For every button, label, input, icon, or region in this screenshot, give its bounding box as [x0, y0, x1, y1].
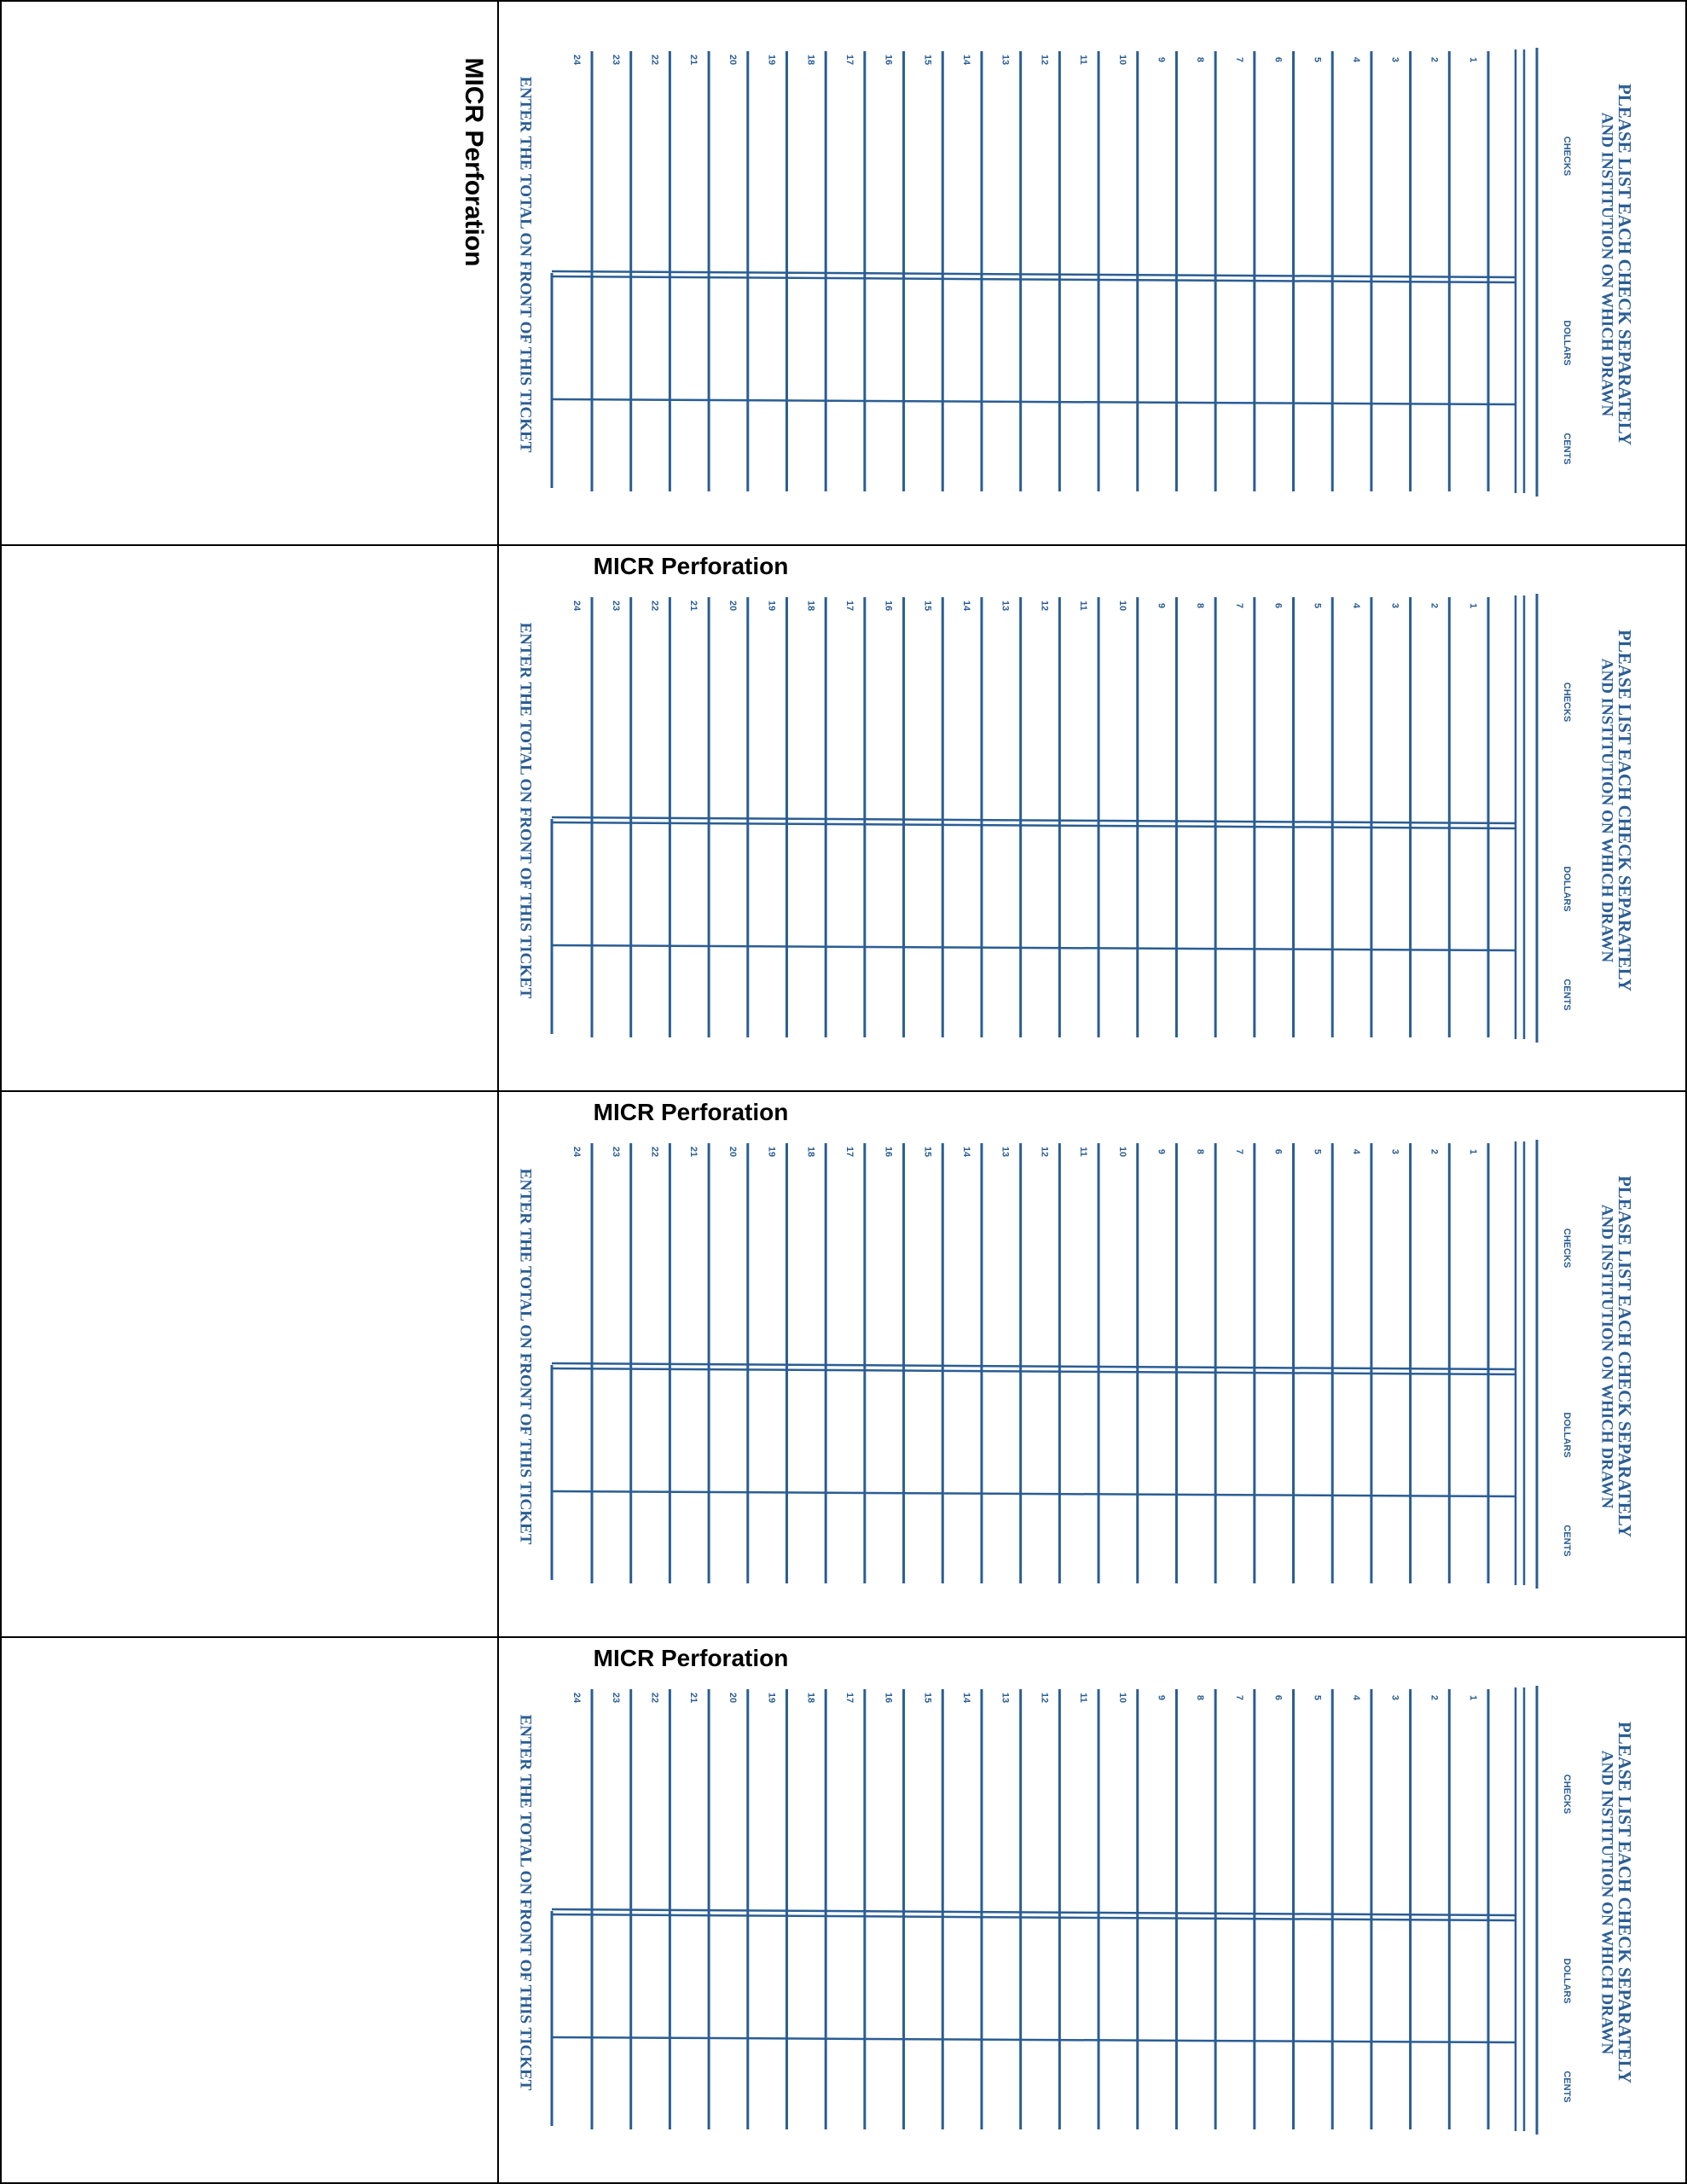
line-number: 19: [766, 600, 777, 612]
line-number: 6: [1272, 1694, 1284, 1701]
ticket-row-2: [0, 546, 1687, 1090]
line-number: 14: [961, 1692, 972, 1704]
line-number: 9: [1156, 56, 1167, 63]
line-number: 5: [1312, 56, 1323, 63]
line-number: 13: [1000, 1146, 1011, 1158]
header-line-1: PLEASE LIST EACH CHECK SEPARATELY: [1615, 629, 1636, 992]
header-line-1: PLEASE LIST EACH CHECK SEPARATELY: [1615, 1721, 1636, 2084]
line-number: 2: [1429, 1148, 1440, 1155]
header-line-2: AND INSTITUTION ON WHICH DRAWN: [1597, 658, 1616, 963]
line-number: 20: [727, 54, 738, 66]
ticket-row-1: [0, 0, 1687, 544]
line-number: 24: [571, 54, 583, 66]
line-number: 15: [922, 54, 933, 66]
line-number: 23: [610, 1692, 621, 1704]
line-number: 11: [1078, 55, 1089, 65]
line-number: 4: [1351, 1148, 1362, 1155]
ticket-grid: [499, 0, 1685, 544]
header-line-1: PLEASE LIST EACH CHECK SEPARATELY: [1615, 83, 1636, 446]
line-number: 17: [844, 1692, 855, 1704]
header-line-2: AND INSTITUTION ON WHICH DRAWN: [1597, 1204, 1616, 1509]
cents-column-label: CENTS: [1562, 433, 1573, 465]
ticket-grid: [499, 546, 1685, 1090]
row-divider: [0, 1636, 1687, 1638]
line-number: 24: [571, 600, 583, 612]
line-number: 18: [805, 1146, 816, 1158]
dollars-column-label: DOLLARS: [1562, 1958, 1573, 2004]
line-number: 3: [1389, 602, 1400, 609]
line-number: 17: [844, 1146, 855, 1158]
deposit-ticket-back-2: [499, 546, 1685, 1090]
ticket-grid: [499, 1092, 1685, 1636]
line-number: 5: [1312, 1148, 1323, 1155]
ticket-row-4: [0, 1638, 1687, 2182]
line-number: 4: [1351, 1694, 1362, 1701]
line-number: 8: [1195, 602, 1206, 609]
row-divider: [0, 544, 1687, 546]
line-number: 13: [1000, 54, 1011, 66]
line-number: 14: [961, 600, 972, 612]
dollars-column-label: DOLLARS: [1562, 1412, 1573, 1458]
line-number: 4: [1351, 56, 1362, 63]
header-line-1: PLEASE LIST EACH CHECK SEPARATELY: [1615, 1175, 1636, 1538]
deposit-ticket-back-3: [499, 1092, 1685, 1636]
line-number: 10: [1116, 1692, 1128, 1704]
line-number: 12: [1039, 54, 1050, 66]
line-number: 9: [1156, 602, 1167, 609]
line-number: 23: [610, 1146, 621, 1158]
line-number: 21: [688, 54, 699, 66]
line-number: 13: [1000, 1692, 1011, 1704]
line-number: 12: [1039, 600, 1050, 612]
blank-cell: [0, 0, 497, 544]
line-number: 2: [1429, 1694, 1440, 1701]
micr-perforation-label: MICR Perforation: [593, 553, 789, 579]
micr-perforation-text: MICR Perforation: [460, 57, 488, 267]
line-number: 8: [1195, 56, 1206, 63]
line-number: 21: [688, 1692, 699, 1704]
line-number: 15: [922, 1146, 933, 1158]
cents-column-label: CENTS: [1562, 979, 1573, 1011]
checks-column-label: CHECKS: [1562, 136, 1573, 177]
line-number: 4: [1351, 602, 1362, 609]
line-number: 24: [571, 1146, 583, 1158]
line-number: 14: [961, 1146, 972, 1158]
line-number: 21: [688, 1146, 699, 1158]
line-number: 16: [883, 54, 894, 66]
blank-cell: [0, 546, 497, 1090]
line-number: 10: [1116, 1146, 1128, 1158]
line-number: 7: [1233, 1148, 1244, 1155]
line-number: 10: [1116, 54, 1128, 66]
micr-perforation-label: MICR Perforation: [593, 1645, 789, 1671]
line-number: 23: [610, 600, 621, 612]
footer-instruction: ENTER THE TOTAL ON FRONT OF THIS TICKET: [516, 1168, 535, 1545]
line-number: 13: [1000, 600, 1011, 612]
line-number: 22: [649, 1146, 660, 1158]
line-number: 3: [1389, 56, 1400, 63]
line-number: 6: [1272, 56, 1284, 63]
line-number: 8: [1195, 1148, 1206, 1155]
line-number: 1: [1468, 56, 1479, 63]
line-number: 15: [922, 600, 933, 612]
line-number: 1: [1468, 602, 1479, 609]
checks-column-label: CHECKS: [1562, 682, 1573, 723]
line-number: 15: [922, 1692, 933, 1704]
deposit-ticket-back-4: [499, 1638, 1685, 2182]
line-number: 2: [1429, 602, 1440, 609]
line-number: 16: [883, 1692, 894, 1704]
line-number: 11: [1078, 601, 1089, 611]
line-number: 11: [1078, 1693, 1089, 1703]
line-number: 10: [1116, 600, 1128, 612]
line-number: 2: [1429, 56, 1440, 63]
dollars-column-label: DOLLARS: [1562, 320, 1573, 366]
footer-instruction: ENTER THE TOTAL ON FRONT OF THIS TICKET: [516, 76, 535, 453]
checks-column-label: CHECKS: [1562, 1774, 1573, 1815]
dollars-column-label: DOLLARS: [1562, 866, 1573, 912]
checks-column-label: CHECKS: [1562, 1228, 1573, 1269]
header-line-2: AND INSTITUTION ON WHICH DRAWN: [1597, 1750, 1616, 2055]
line-number: 18: [805, 54, 816, 66]
line-number: 3: [1389, 1694, 1400, 1701]
line-number: 14: [961, 54, 972, 66]
footer-instruction: ENTER THE TOTAL ON FRONT OF THIS TICKET: [516, 1714, 535, 2091]
footer-instruction: ENTER THE TOTAL ON FRONT OF THIS TICKET: [516, 622, 535, 999]
line-number: 7: [1233, 1694, 1244, 1701]
line-number: 19: [766, 1692, 777, 1704]
line-number: 1: [1468, 1148, 1479, 1155]
line-number: 12: [1039, 1692, 1050, 1704]
line-number: 20: [727, 600, 738, 612]
line-number: 19: [766, 1146, 777, 1158]
row-divider: [0, 1090, 1687, 1092]
line-number: 9: [1156, 1148, 1167, 1155]
line-number: 3: [1389, 1148, 1400, 1155]
line-number: 22: [649, 600, 660, 612]
line-number: 7: [1233, 56, 1244, 63]
line-number: 1: [1468, 1694, 1479, 1701]
cents-column-label: CENTS: [1562, 1525, 1573, 1557]
line-number: 5: [1312, 1694, 1323, 1701]
line-number: 20: [727, 1146, 738, 1158]
header-line-2: AND INSTITUTION ON WHICH DRAWN: [1597, 112, 1616, 417]
line-number: 24: [571, 1692, 583, 1704]
line-number: 6: [1272, 602, 1284, 609]
line-number: 21: [688, 600, 699, 612]
line-number: 23: [610, 54, 621, 66]
line-number: 9: [1156, 1694, 1167, 1701]
line-number: 11: [1078, 1147, 1089, 1157]
line-number: 12: [1039, 1146, 1050, 1158]
line-number: 7: [1233, 602, 1244, 609]
blank-cell: [0, 1638, 497, 2182]
line-number: 16: [883, 1146, 894, 1158]
line-number: 17: [844, 54, 855, 66]
line-number: 22: [649, 54, 660, 66]
cents-column-label: CENTS: [1562, 2071, 1573, 2103]
deposit-ticket-back-1: [499, 0, 1685, 544]
line-number: 5: [1312, 602, 1323, 609]
line-number: 22: [649, 1692, 660, 1704]
blank-cell: [0, 1092, 497, 1636]
line-number: 18: [805, 1692, 816, 1704]
vertical-divider: [497, 0, 499, 2184]
line-number: 18: [805, 600, 816, 612]
line-number: 16: [883, 600, 894, 612]
ticket-row-3: [0, 1092, 1687, 1636]
micr-perforation-label: MICR Perforation: [593, 1099, 789, 1125]
line-number: 6: [1272, 1148, 1284, 1155]
line-number: 8: [1195, 1694, 1206, 1701]
line-number: 20: [727, 1692, 738, 1704]
line-number: 19: [766, 54, 777, 66]
line-number: 17: [844, 600, 855, 612]
ticket-grid: [499, 1638, 1685, 2182]
